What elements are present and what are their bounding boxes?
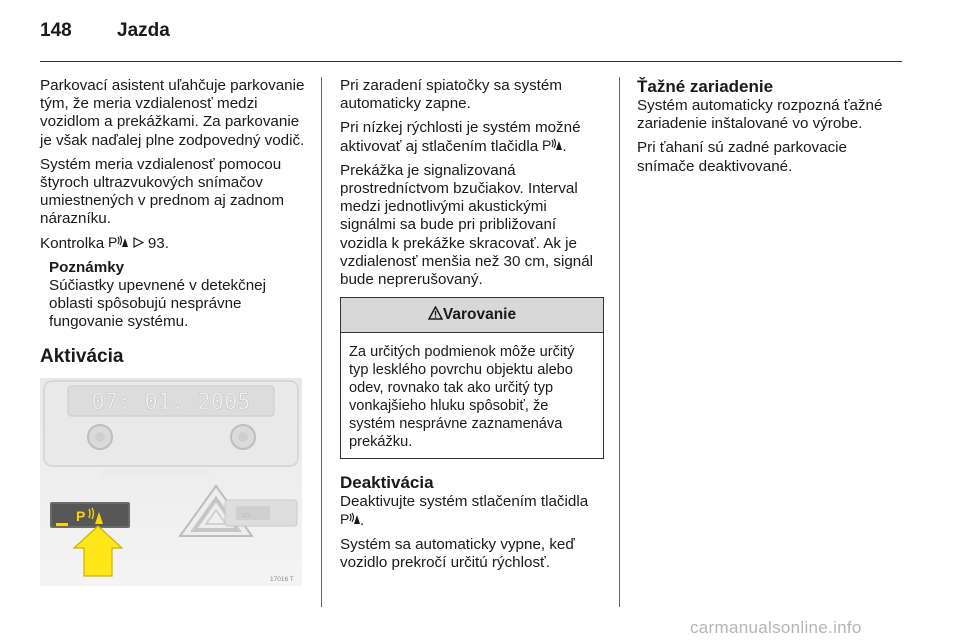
heading-tazne-zariadenie: Ťažné zariadenie — [637, 77, 774, 96]
watermark: carmanualsonline.info — [690, 618, 862, 637]
low-speed-paragraph: Pri nízkej rýchlosti je systém možné aktivovať aj stlačením tlačidla P . — [340, 119, 581, 155]
svg-text:▭: ▭ — [243, 507, 250, 521]
page-title: Jazda — [117, 20, 170, 41]
column-3 — [637, 77, 907, 182]
column-2 — [340, 77, 604, 578]
towbar-paragraph: Systém automaticky rozpozná ťažné zariadenie inštalované vo výrobe. — [637, 97, 883, 133]
svg-text:P: P — [542, 137, 552, 151]
warning-title: Varovanie — [442, 306, 517, 324]
sensors-paragraph: Systém meria vzdialenosť pomocou štyroch ultrazvukových snímačov umiestnených v prednom aj zadnom nárazníku. — [40, 155, 284, 228]
note-box — [49, 259, 310, 332]
parking-button-label: P — [76, 507, 86, 524]
reverse-gear-paragraph: Pri zaradení spiatočky sa systém automaticky zapne. — [340, 77, 562, 113]
note-text: Súčiastky upevnené v detekčnej oblasti spôsobujú nesprávne fungovanie systému. — [49, 277, 266, 331]
warning-text: Za určitých podmienok môže určitý typ lesklého povrchu objektu alebo odev, rovnako tak ako určitý typ vonkajšieho hluku spôsobiť, že systém nesprávne zaznamenáva prekážku. — [349, 344, 575, 451]
note-title: Poznámky — [49, 258, 125, 276]
warning-box — [340, 297, 604, 459]
column-divider-2 — [619, 77, 620, 607]
left-knob — [88, 425, 112, 449]
intro-paragraph: Parkovací asistent uľahčuje parkovanie tým, že meria vzdialenosť medzi vozidlom a prekážkami. Za parkovanie je však naďalej plne zodpovedný vodič. — [40, 77, 305, 149]
page-ref-icon — [133, 235, 144, 252]
deactivate-paragraph: Deaktivujte systém stlačením tlačidla P . — [340, 493, 589, 529]
column-divider-1 — [321, 77, 322, 607]
parking-assist-icon — [108, 235, 128, 252]
parking-assist-icon — [542, 138, 562, 155]
indicator-paragraph — [40, 235, 310, 253]
right-knob — [231, 425, 255, 449]
page-ref: 93. — [147, 234, 169, 252]
column-1 — [40, 77, 310, 586]
heading-aktivacia: Aktivácia — [40, 345, 124, 367]
parking-assist-icon — [340, 512, 360, 529]
clock-display: 07: 01. 2005 — [91, 389, 251, 415]
dashboard-illustration — [40, 378, 302, 586]
deactivate-text: Deaktivujte systém stlačením tlačidla — [340, 493, 589, 511]
header-rule — [40, 61, 902, 62]
towing-paragraph: Pri ťahaní sú zadné parkovacie snímače deaktivované. — [637, 139, 848, 175]
signal-paragraph: Prekážka je signalizovaná prostredníctvom bzučiakov. Interval medzi jednotlivými akustickými signálmi sa bude pri približovaní vozidla k prekážke skracovať. Ak je vzdialenosť menšia než 30 cm, signál bude neprerušovaný. — [340, 161, 594, 289]
warning-triangle-icon — [428, 306, 443, 323]
svg-text:P: P — [340, 511, 350, 525]
figure-id: 17016 T — [270, 575, 294, 583]
warning-header — [341, 298, 603, 333]
heading-deaktivacia: Deaktivácia — [340, 473, 434, 493]
indicator-label: Kontrolka — [40, 234, 109, 252]
low-speed-text: Pri nízkej rýchlosti je systém možné aktivovať aj stlačením tlačidla — [340, 119, 581, 155]
auto-off-paragraph: Systém sa automaticky vypne, keď vozidlo prekročí určitú rýchlosť. — [340, 535, 575, 572]
svg-text:P: P — [108, 234, 118, 248]
page-number: 148 — [40, 20, 72, 41]
